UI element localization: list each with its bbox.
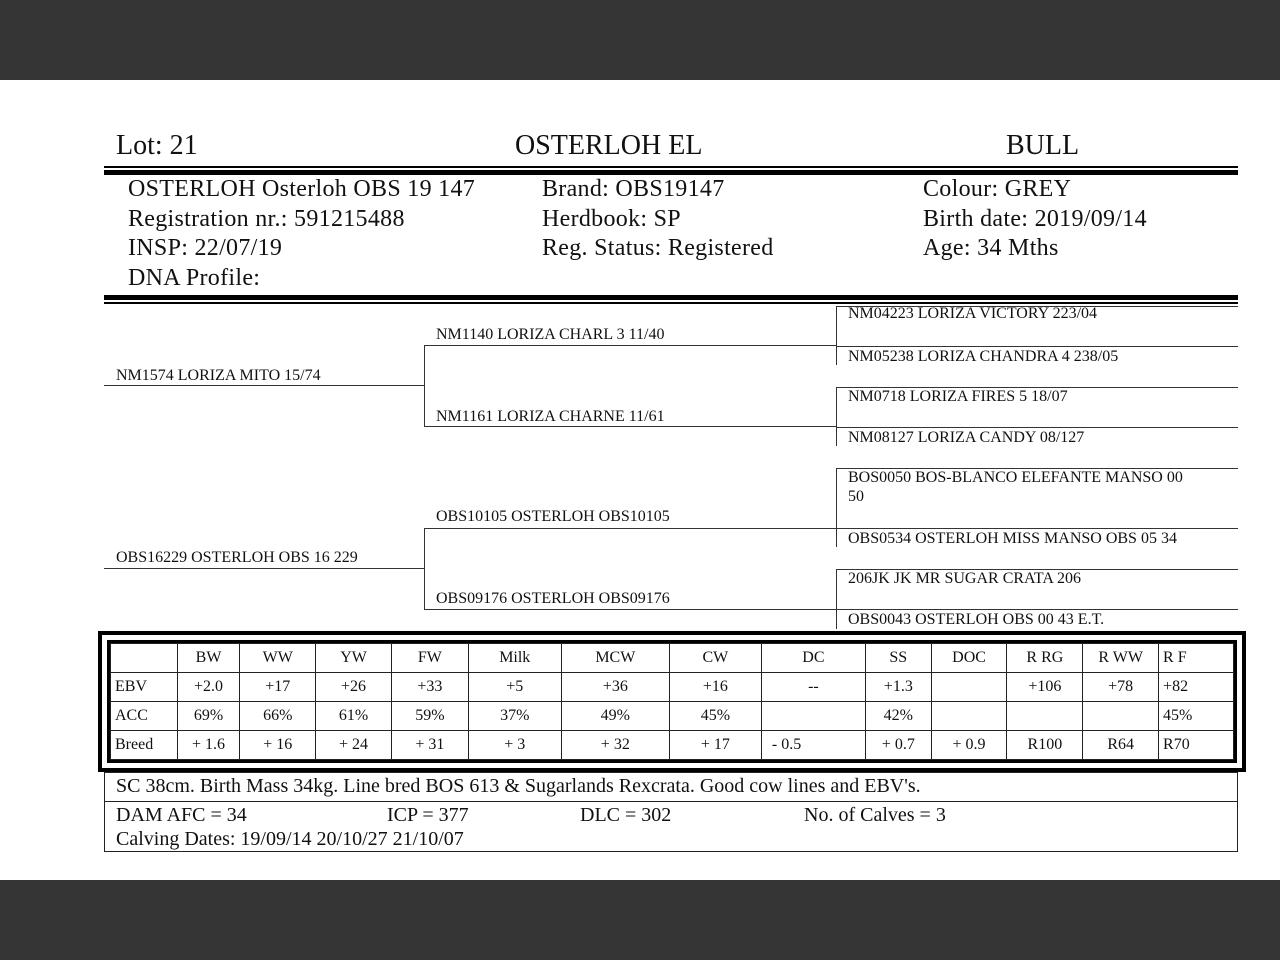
birth-date: Birth date: 2019/09/14 bbox=[923, 206, 1147, 232]
ebv-header-cell: R WW bbox=[1083, 644, 1159, 673]
great-grandparent-cont: 50 bbox=[848, 488, 864, 505]
ebv-cell: + 17 bbox=[669, 731, 761, 760]
great-grandparent: OBS0534 OSTERLOH MISS MANSO OBS 05 34 bbox=[848, 530, 1177, 547]
ebv-table bbox=[110, 643, 1234, 760]
ebv-cell: R100 bbox=[1007, 731, 1083, 760]
ebv-cell bbox=[1083, 702, 1159, 731]
great-grandparent: NM08127 LORIZA CANDY 08/127 bbox=[848, 429, 1085, 446]
ebv-header-row bbox=[111, 644, 1234, 673]
dlc: DLC = 302 bbox=[580, 804, 672, 826]
ebv-header-cell: R F bbox=[1159, 644, 1234, 673]
ebv-cell bbox=[931, 702, 1007, 731]
pedigree-line bbox=[424, 528, 425, 610]
colour: Colour: GREY bbox=[923, 176, 1072, 202]
ebv-row-label: Breed bbox=[111, 731, 178, 760]
ebv-header-cell: SS bbox=[865, 644, 931, 673]
header-rule-thick bbox=[104, 170, 1238, 175]
pedigree-line bbox=[836, 346, 1238, 347]
pedigree-line bbox=[836, 569, 837, 629]
ebv-cell: +106 bbox=[1007, 673, 1083, 702]
ebv-header-cell: DC bbox=[761, 644, 865, 673]
ebv-header-cell: YW bbox=[316, 644, 392, 673]
herdbook: Herdbook: SP bbox=[542, 206, 681, 232]
ebv-header-cell: R RG bbox=[1007, 644, 1083, 673]
ebv-cell: + 0.7 bbox=[865, 731, 931, 760]
dam-dam: OBS09176 OSTERLOH OBS09176 bbox=[436, 590, 670, 607]
ebv-header-cell: MCW bbox=[561, 644, 669, 673]
full-name: OSTERLOH Osterloh OBS 19 147 bbox=[128, 176, 476, 202]
ebv-table-frame bbox=[98, 631, 1246, 772]
ebv-cell: - 0.5 bbox=[761, 731, 865, 760]
registration-number: Registration nr.: 591215488 bbox=[128, 206, 405, 232]
ebv-cell: +82 bbox=[1159, 673, 1234, 702]
pedigree-line bbox=[424, 426, 836, 427]
ebv-cell: +33 bbox=[391, 673, 468, 702]
header-rule-thin bbox=[104, 166, 1238, 168]
dam-afc: DAM AFC = 34 bbox=[116, 804, 247, 826]
ebv-cell: + 24 bbox=[316, 731, 392, 760]
pedigree-line bbox=[836, 528, 1238, 529]
ebv-cell: 59% bbox=[391, 702, 468, 731]
sire-sire: NM1140 LORIZA CHARL 3 11/40 bbox=[436, 326, 665, 343]
pedigree-line bbox=[104, 385, 424, 386]
dam-sire: OBS10105 OSTERLOH OBS10105 bbox=[436, 508, 670, 525]
info-rule-thick bbox=[104, 295, 1238, 300]
ebv-cell bbox=[1007, 702, 1083, 731]
ebv-header-cell bbox=[111, 644, 178, 673]
ebv-cell bbox=[761, 702, 865, 731]
ebv-cell: +2.0 bbox=[177, 673, 240, 702]
pedigree-line bbox=[836, 609, 1238, 610]
ebv-header-cell: DOC bbox=[931, 644, 1007, 673]
ebv-cell: +16 bbox=[669, 673, 761, 702]
ebv-cell: 42% bbox=[865, 702, 931, 731]
reg-status: Reg. Status: Registered bbox=[542, 235, 774, 261]
ebv-row bbox=[111, 673, 1234, 702]
lot-number: Lot: 21 bbox=[116, 130, 198, 161]
age: Age: 34 Mths bbox=[923, 235, 1059, 261]
ebv-cell: + 31 bbox=[391, 731, 468, 760]
pedigree-line bbox=[424, 528, 836, 529]
pedigree-line bbox=[424, 345, 425, 427]
ebv-cell: + 32 bbox=[561, 731, 669, 760]
pedigree-line bbox=[424, 345, 836, 346]
ebv-row-label: ACC bbox=[111, 702, 178, 731]
comment: SC 38cm. Birth Mass 34kg. Line bred BOS 613 & Sugarlands Rexcrata. Good cow lines and EBV's. bbox=[116, 775, 921, 797]
ebv-cell: 45% bbox=[1159, 702, 1234, 731]
ebv-cell: R64 bbox=[1083, 731, 1159, 760]
pedigree-line bbox=[836, 387, 837, 446]
great-grandparent: NM04223 LORIZA VICTORY 223/04 bbox=[848, 305, 1098, 322]
ebv-cell: + 0.9 bbox=[931, 731, 1007, 760]
catalogue-page bbox=[0, 80, 1280, 880]
animal-sex: BULL bbox=[1006, 130, 1080, 161]
great-grandparent: 206JK JK MR SUGAR CRATA 206 bbox=[848, 570, 1081, 587]
ebv-row-label: EBV bbox=[111, 673, 178, 702]
pedigree-line bbox=[836, 468, 837, 547]
ebv-header-cell: Milk bbox=[468, 644, 561, 673]
ebv-header-cell: CW bbox=[669, 644, 761, 673]
ebv-cell: 61% bbox=[316, 702, 392, 731]
ebv-cell: R70 bbox=[1159, 731, 1234, 760]
sire-dam: NM1161 LORIZA CHARNE 11/61 bbox=[436, 408, 665, 425]
pedigree-line bbox=[836, 306, 837, 365]
ebv-cell bbox=[931, 673, 1007, 702]
dna-profile: DNA Profile: bbox=[128, 265, 261, 291]
calving-dates: Calving Dates: 19/09/14 20/10/27 21/10/07 bbox=[116, 828, 464, 850]
ebv-header-cell: FW bbox=[391, 644, 468, 673]
ebv-cell: +36 bbox=[561, 673, 669, 702]
animal-name: OSTERLOH EL bbox=[515, 130, 703, 161]
notes-box bbox=[104, 772, 1238, 852]
ebv-cell: + 1.6 bbox=[177, 731, 240, 760]
notes-divider bbox=[105, 801, 1237, 802]
sire: NM1574 LORIZA MITO 15/74 bbox=[116, 367, 321, 384]
ebv-cell: 66% bbox=[240, 702, 316, 731]
number-of-calves: No. of Calves = 3 bbox=[804, 804, 946, 826]
ebv-header-cell: BW bbox=[177, 644, 240, 673]
inspection-date: INSP: 22/07/19 bbox=[128, 235, 283, 261]
ebv-cell: 45% bbox=[669, 702, 761, 731]
ebv-header-cell: WW bbox=[240, 644, 316, 673]
great-grandparent: NM0718 LORIZA FIRES 5 18/07 bbox=[848, 388, 1068, 405]
brand: Brand: OBS19147 bbox=[542, 176, 725, 202]
ebv-cell: +26 bbox=[316, 673, 392, 702]
icp: ICP = 377 bbox=[387, 804, 469, 826]
ebv-cell: 49% bbox=[561, 702, 669, 731]
ebv-cell: +1.3 bbox=[865, 673, 931, 702]
ebv-cell: + 16 bbox=[240, 731, 316, 760]
info-rule-thin bbox=[104, 302, 1238, 304]
acc-row bbox=[111, 702, 1234, 731]
ebv-cell: 37% bbox=[468, 702, 561, 731]
breed-row bbox=[111, 731, 1234, 760]
pedigree-line bbox=[104, 568, 424, 569]
ebv-cell: 69% bbox=[177, 702, 240, 731]
pedigree-line bbox=[424, 609, 836, 610]
ebv-cell: + 3 bbox=[468, 731, 561, 760]
pedigree-line bbox=[836, 427, 1238, 428]
dam: OBS16229 OSTERLOH OBS 16 229 bbox=[116, 549, 358, 566]
ebv-cell: +78 bbox=[1083, 673, 1159, 702]
ebv-cell: +5 bbox=[468, 673, 561, 702]
great-grandparent: NM05238 LORIZA CHANDRA 4 238/05 bbox=[848, 348, 1119, 365]
great-grandparent: BOS0050 BOS-BLANCO ELEFANTE MANSO 00 bbox=[848, 469, 1183, 486]
ebv-cell: -- bbox=[761, 673, 865, 702]
ebv-cell: +17 bbox=[240, 673, 316, 702]
great-grandparent: OBS0043 OSTERLOH OBS 00 43 E.T. bbox=[848, 611, 1105, 628]
